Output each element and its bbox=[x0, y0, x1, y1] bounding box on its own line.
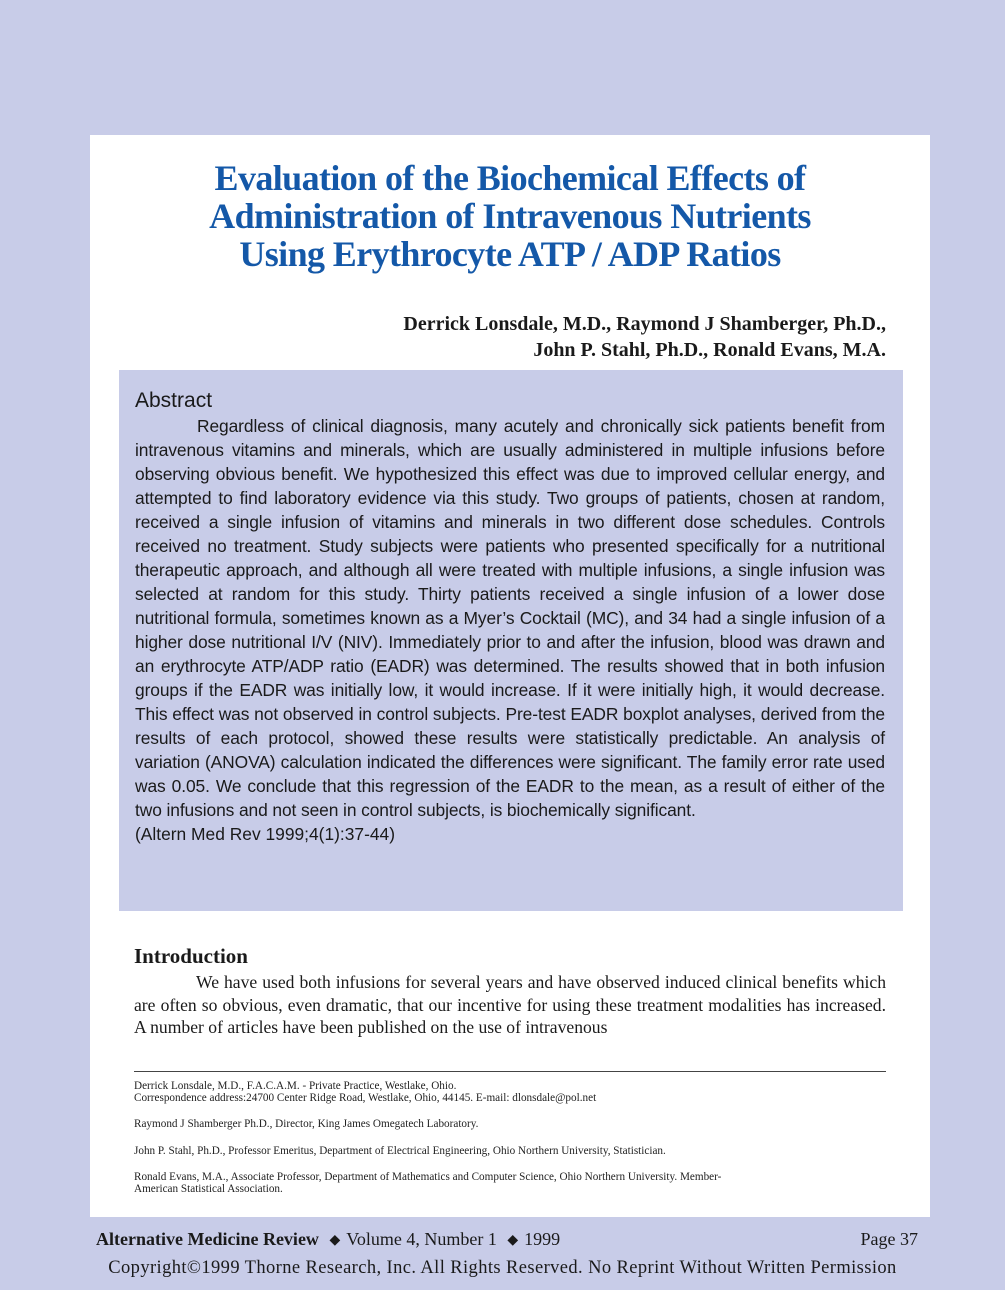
author-list bbox=[403, 311, 886, 363]
publication-year: 1999 bbox=[524, 1229, 561, 1249]
affiliation-line: Correspondence address:24700 Center Ridge Road, Westlake, Ohio, 44145. E-mail: dlonsdale@pol.net bbox=[134, 1091, 597, 1104]
title-line: Using Erythrocyte ATP / ADP Ratios bbox=[239, 234, 781, 274]
diamond-separator-icon: ◆ bbox=[507, 1233, 519, 1248]
affiliation-line: American Statistical Association. bbox=[134, 1182, 283, 1195]
journal-name: Alternative Medicine Review bbox=[96, 1229, 319, 1249]
title-line: Evaluation of the Biochemical Effects of bbox=[214, 158, 806, 198]
title-line: Administration of Intravenous Nutrients bbox=[209, 196, 811, 236]
running-footer bbox=[96, 1227, 918, 1254]
footnote-divider bbox=[134, 1071, 886, 1072]
affiliation-note bbox=[134, 1119, 886, 1131]
author-line: John P. Stahl, Ph.D., Ronald Evans, M.A. bbox=[533, 339, 886, 361]
affiliation-line: John P. Stahl, Ph.D., Professor Emeritus, Department of Electrical Engineering, Ohio Northern University, Statistician. bbox=[134, 1144, 666, 1157]
affiliation-line: Derrick Lonsdale, M.D., F.A.C.A.M. - Private Practice, Westlake, Ohio. bbox=[134, 1080, 457, 1092]
copyright-notice: Copyright©1999 Thorne Research, Inc. All Rights Reserved. No Reprint Without Written Permission bbox=[108, 1258, 897, 1278]
abstract-box bbox=[119, 370, 903, 911]
author-affiliations bbox=[134, 1081, 886, 1210]
author-line: Derrick Lonsdale, M.D., Raymond J Shamberger, Ph.D., bbox=[403, 313, 886, 335]
introduction-heading: Introduction bbox=[134, 944, 248, 968]
affiliation-note bbox=[134, 1146, 886, 1158]
article-title bbox=[90, 159, 930, 273]
introduction-body: We have used both infusions for several years and have observed induced clinical benefits which are often so obvious, even dramatic, that our incentive for using these treatment modalities has increased. A number of articles have been published on the use of intravenous bbox=[134, 972, 886, 1037]
affiliation-note bbox=[134, 1172, 886, 1195]
affiliation-line: Raymond J Shamberger Ph.D., Director, King James Omegatech Laboratory. bbox=[134, 1118, 479, 1130]
introduction-section bbox=[134, 943, 886, 1039]
diamond-separator-icon: ◆ bbox=[329, 1233, 341, 1248]
volume-info: Volume 4, Number 1 bbox=[346, 1229, 497, 1249]
page-number: Page 37 bbox=[860, 1229, 918, 1249]
affiliation-note bbox=[134, 1081, 886, 1104]
abstract-citation: (Altern Med Rev 1999;4(1):37-44) bbox=[135, 824, 396, 844]
abstract-heading: Abstract bbox=[135, 389, 213, 412]
affiliation-line: Ronald Evans, M.A., Associate Professor, Department of Mathematics and Computer Science, Ohio Northern University. Member- bbox=[134, 1171, 722, 1183]
article-page bbox=[90, 135, 930, 1217]
abstract-body: Regardless of clinical diagnosis, many acutely and chronically sick patients benefit from intravenous vitamins and minerals, which are usually administered in multiple infusions before observing obvious benefit. We hypothesized this effect was due to improved cellular energy, and attempted to find laboratory evidence via this study. Two groups of patients, chosen at random, received a single infusion of vitamins and minerals in two different dose schedules. Controls received no treatment. Study subjects were patients who presented specifically for a nutritional therapeutic approach, and although all were treated with multiple infusions, a single infusion was selected at random for this study. Thirty patients received a single infusion of a lower dose nutritional formula, sometimes known as a Myer’s Cocktail (MC), and 34 had a single infusion of a higher dose nutritional I/V (NIV). Immediately prior to and after the infusion, blood was drawn and an erythrocyte ATP/ADP ratio (EADR) was determined. The results showed that in both infusion groups if the EADR was initially low, it would increase. If it were initially high, it would decrease. This effect was not observed in control subjects. Pre-test EADR boxplot analyses, derived from the results of each protocol, showed these results were statistically predictable. An analysis of variation (ANOVA) calculation indicated the differences were significant. The family error rate used was 0.05. We conclude that this regression of the EADR to the mean, as a result of either of the two infusions and not seen in control subjects, is biochemically significant. bbox=[135, 416, 885, 820]
